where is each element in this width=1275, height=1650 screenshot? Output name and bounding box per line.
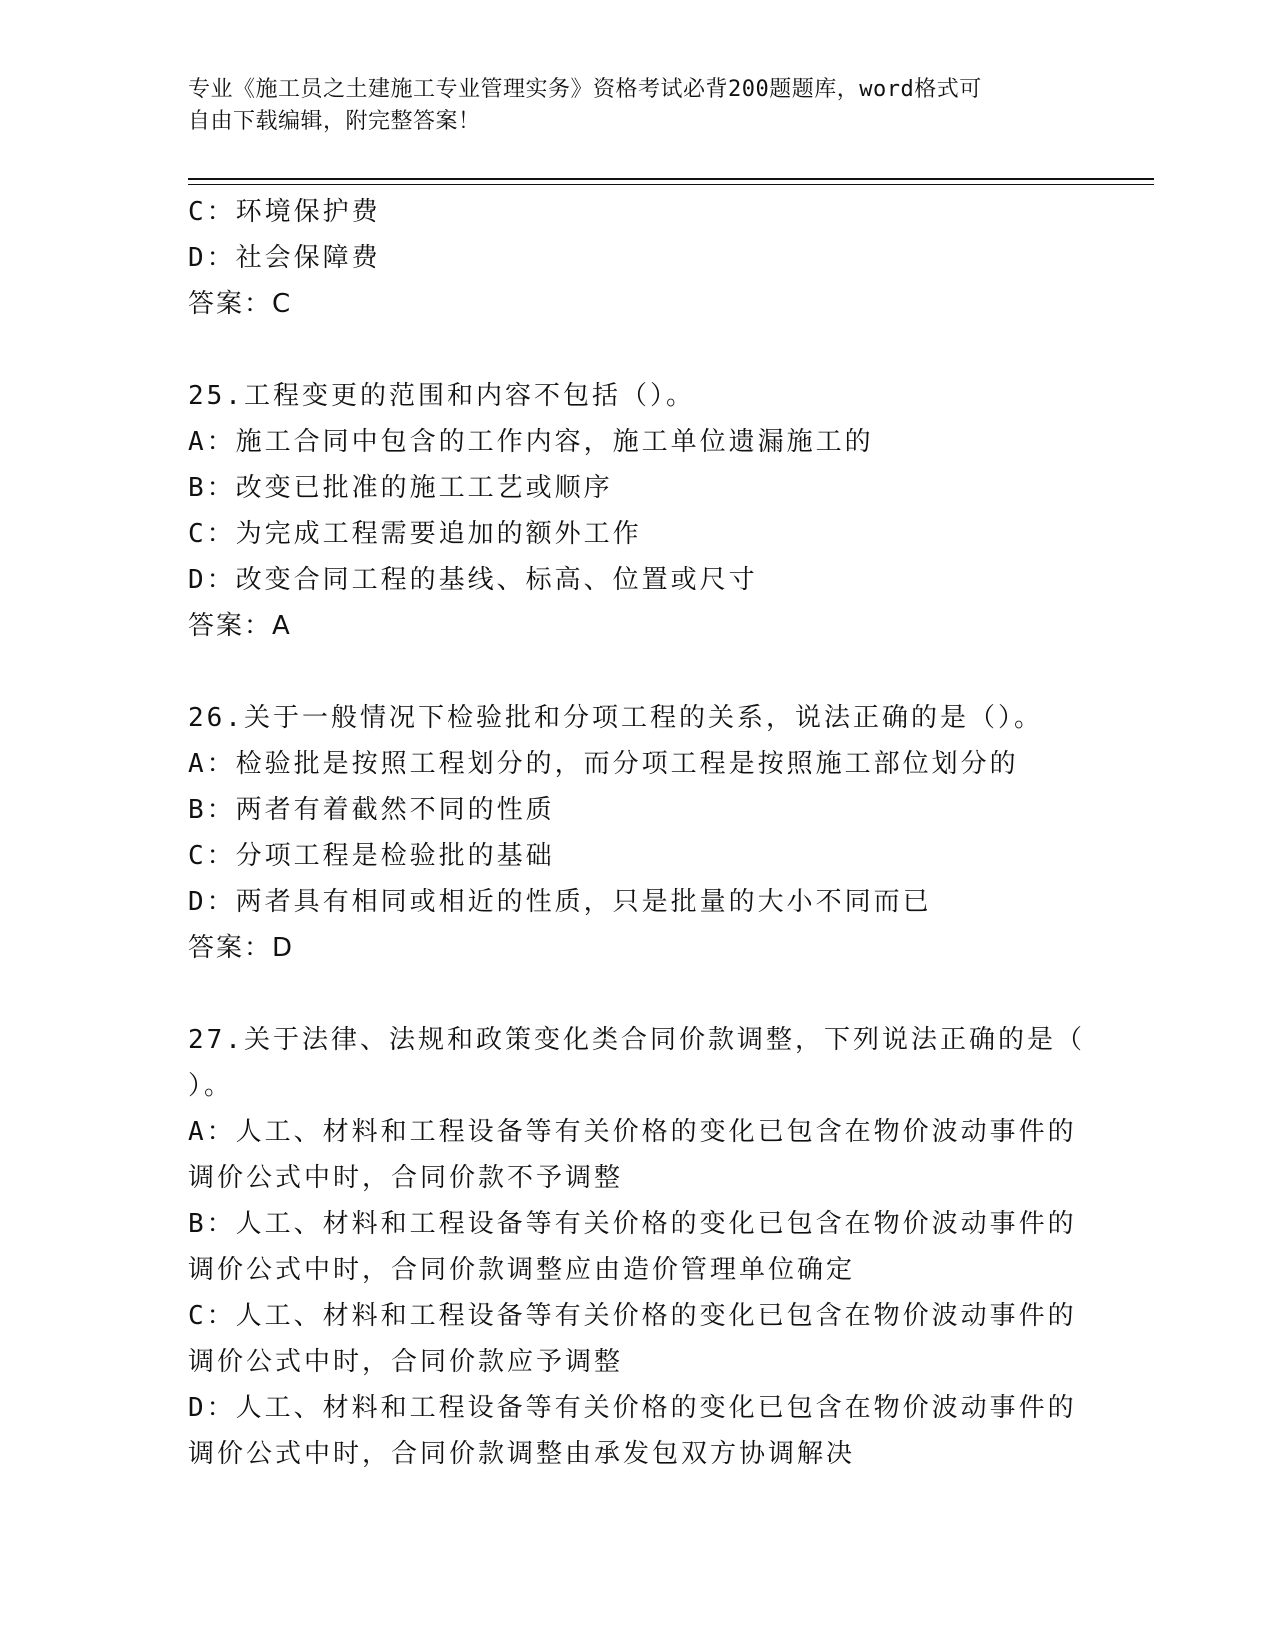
option-c: C：环境保护费 bbox=[188, 197, 381, 227]
header-line-2: 自由下载编辑，附完整答案！ bbox=[188, 109, 481, 134]
option-a-continued: 调价公式中时，合同价款不予调整 bbox=[188, 1163, 624, 1193]
question-stem: 26.关于一般情况下检验批和分项工程的关系，说法正确的是（）。 bbox=[188, 703, 1043, 733]
option-d-continued: 调价公式中时，合同价款调整由承发包双方协调解决 bbox=[188, 1439, 856, 1469]
option-a: A：检验批是按照工程划分的，而分项工程是按照施工部位划分的 bbox=[188, 749, 1019, 779]
option-c: C：分项工程是检验批的基础 bbox=[188, 841, 555, 871]
option-c: C：人工、材料和工程设备等有关价格的变化已包含在物价波动事件的 bbox=[188, 1301, 1077, 1331]
answer-line: 答案：D bbox=[188, 933, 295, 963]
option-b-continued: 调价公式中时，合同价款调整应由造价管理单位确定 bbox=[188, 1255, 856, 1285]
option-c: C：为完成工程需要追加的额外工作 bbox=[188, 519, 642, 549]
header-divider-thin bbox=[188, 184, 1154, 185]
spacer bbox=[188, 327, 1088, 373]
document-header bbox=[188, 74, 1088, 138]
option-a: A：人工、材料和工程设备等有关价格的变化已包含在物价波动事件的 bbox=[188, 1117, 1077, 1147]
header-divider-thick bbox=[188, 178, 1154, 180]
header-line-1: 专业《施工员之土建施工专业管理实务》资格考试必背200题题库，word格式可 bbox=[188, 77, 982, 102]
question-stem-continued: ）。 bbox=[188, 1071, 234, 1101]
spacer bbox=[188, 971, 1088, 1017]
question-stem: 25.工程变更的范围和内容不包括（）。 bbox=[188, 381, 695, 411]
question-26 bbox=[188, 695, 1088, 971]
option-a: A：施工合同中包含的工作内容，施工单位遗漏施工的 bbox=[188, 427, 874, 457]
question-stem: 27.关于法律、法规和政策变化类合同价款调整，下列说法正确的是（ bbox=[188, 1025, 1085, 1055]
option-c-continued: 调价公式中时，合同价款应予调整 bbox=[188, 1347, 624, 1377]
answer-line: 答案：C bbox=[188, 289, 293, 319]
question-27 bbox=[188, 1017, 1088, 1477]
option-d: D：社会保障费 bbox=[188, 243, 381, 273]
answer-line: 答案：A bbox=[188, 611, 292, 641]
spacer bbox=[188, 649, 1088, 695]
option-b: B：人工、材料和工程设备等有关价格的变化已包含在物价波动事件的 bbox=[188, 1209, 1077, 1239]
option-d: D：改变合同工程的基线、标高、位置或尺寸 bbox=[188, 565, 758, 595]
question-list bbox=[188, 189, 1088, 1477]
option-b: B：两者有着截然不同的性质 bbox=[188, 795, 555, 825]
option-d: D：两者具有相同或相近的性质，只是批量的大小不同而已 bbox=[188, 887, 932, 917]
question-25 bbox=[188, 373, 1088, 649]
option-d: D：人工、材料和工程设备等有关价格的变化已包含在物价波动事件的 bbox=[188, 1393, 1077, 1423]
option-b: B：改变已批准的施工工艺或顺序 bbox=[188, 473, 613, 503]
